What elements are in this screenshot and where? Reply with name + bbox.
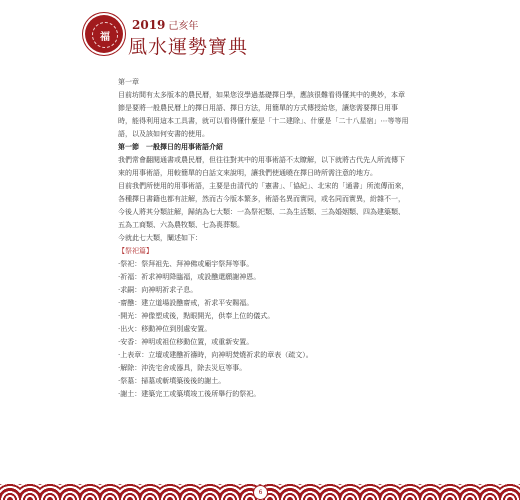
term-item: ‧謝土：建築完工或築墳竣工後所舉行的祭祀。 xyxy=(118,390,261,398)
page-number-badge: 6 xyxy=(253,485,268,500)
term-item: ‧出火：移動神位到別處安置。 xyxy=(118,325,212,333)
intro-paragraph: 目前坊間有太多版本的農民曆，如果您沒學過基礎擇日學，應該很難看得懂其中的奧妙，本章節是要將一般農民曆上的擇日用語、擇日方法，用簡單的方式傳授給您，讓您需要擇日用事時，能得利用這本工具書，就可以看得懂什麼是「十二建除」、什麼是「二十八星宿」⋯等等用語，以及該如何安書的使用。 xyxy=(118,91,409,138)
seal-mark: 福 xyxy=(92,22,118,48)
term-list xyxy=(118,258,410,401)
year-label: 2019 xyxy=(132,18,166,32)
main-content xyxy=(118,76,410,401)
term-item: ‧祭墓：掃墓或斬墳築後後的謝土。 xyxy=(118,377,226,385)
term-item: ‧安香：神明或祖位移動位置，或重新安置。 xyxy=(118,338,254,346)
book-title: 風水運勢寶典 xyxy=(128,36,249,58)
paragraph-2: 我們常會翻閱通書或農民曆，但往往對其中的用事術語不太瞭解，以下就將古代先人所流傳下來的用事術語，用較簡單的白話文來說明，讓我們使通曉在擇日時所需注意的地方。 xyxy=(118,156,405,177)
year-line xyxy=(132,17,198,31)
category-heading: 【祭祀篇】 xyxy=(118,247,153,255)
term-item: ‧解除：沖洗宅舍或器具，除去災厄等事。 xyxy=(118,364,247,372)
term-item: ‧祈福：祈求神明降臨福，或設醮還願謝神恩。 xyxy=(118,273,261,281)
chapter-heading: 第一章 xyxy=(118,78,139,86)
term-item: ‧求嗣：向神明祈求子息。 xyxy=(118,286,198,294)
logo-seal xyxy=(85,15,123,53)
paragraph-4: 今就此七大類，闡述如下： xyxy=(118,234,202,242)
paragraph-3: 目前我們所使用的用事術語，主要是由清代的「憲書」、「協紀」、北宋的「通書」所流傳而來，各種擇日書籍也都有註解，然而古今版本繁多，術語名異而實同，或名同而實異，紛雜不一，今後人將其分類註解，歸納為七大類：一為祭祀類、二為生活類、三為婚姻類、四為建築類、五為工商類、六為農牧類、七為喪葬類。 xyxy=(118,182,409,229)
term-item: ‧開光：神像塑成後，點眼開光，供奉上位的儀式。 xyxy=(118,312,275,320)
section-heading: 第一節 一般擇日的用事術語介紹 xyxy=(118,143,223,151)
term-item: ‧上表章：立壇或建醮祈禱時，向神明焚燒祈求的章表（疏文）。 xyxy=(118,351,313,359)
term-item: ‧祭祀：祭拜祖先、拜神佛或廟宇祭拜等事。 xyxy=(118,260,254,268)
term-item: ‧齋醮：建立道場設醮齋戒，祈求平安賜福。 xyxy=(118,299,254,307)
year-cn-label: 己亥年 xyxy=(168,21,199,32)
